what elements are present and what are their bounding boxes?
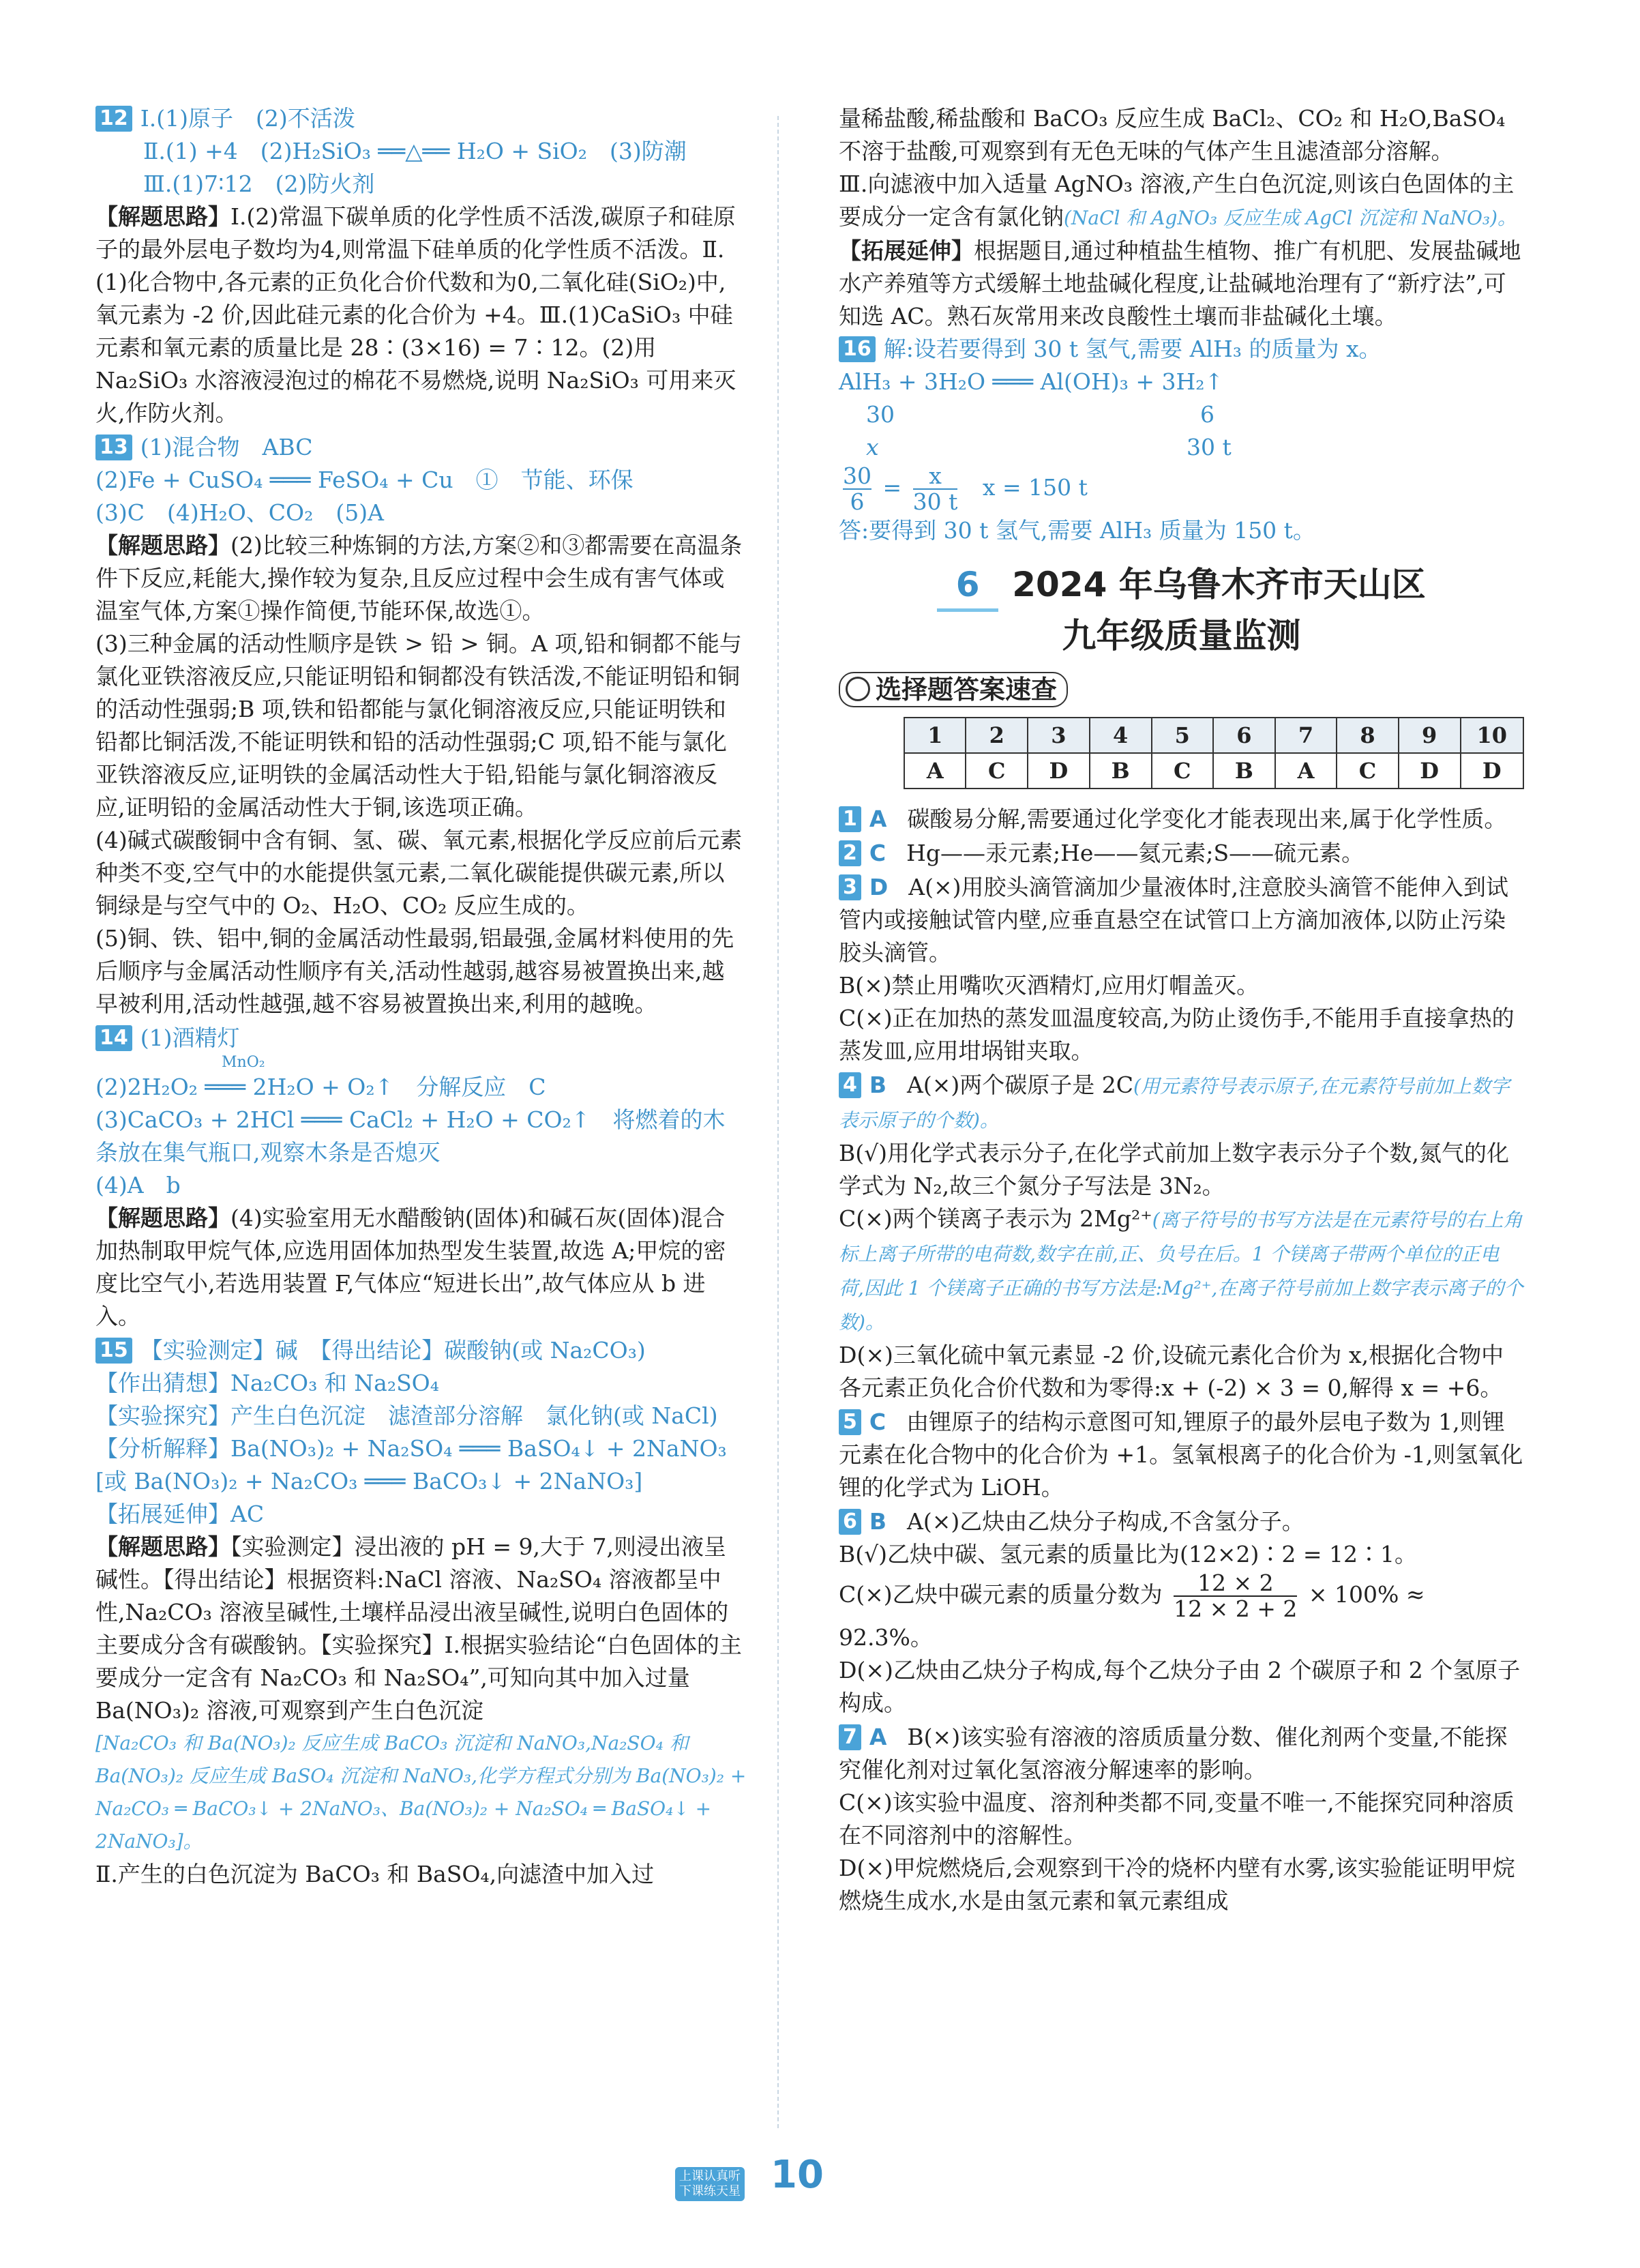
question-number: 14	[95, 1025, 132, 1051]
choice-7: 7 A B(×)该实验有溶液的溶质质量分数、催化剂两个变量,不能探究催化剂对过氧化氢溶液分解速率的影响。 C(×)该实验中温度、溶剂种类都不同,变量不唯一,不能探究同种溶质在不同溶剂中的溶解性。 D(×)甲烷燃烧后,会观察到干冷的烧杯内壁有水雾,该实验能证明甲烷燃烧生成水,水是由氢元素和氧元素组成	[839, 1724, 1515, 1914]
ratio-fraction: $\frac{30}{6}$	[843, 462, 871, 515]
question-number: 13	[95, 435, 132, 460]
choice-4: 4 B A(×)两个碳原子是 2C(用元素符号表示原子,在元素符号前加上数字表示原子的个数)。 B(√)用化学式表示分子,在化学式前加上数字表示分子个数,氮气的化学式为 N₂,故三个氮分子写法是 3N₂。 C(×)两个镁离子表示为 2Mg²⁺(离子符号的书写方法是在元素符号的右上角标上离子所带的电荷数,数字在前,正、负号在后。1 个镁离子带两个单位的正电荷,因此 1 个镁离子正确的书写方法是:Mg²⁺,在离子符号前加上数字表示离子的个数)。 D(×)三氧化硫中氧元素显 -2 价,设硫元素化合价为 x,根据化合物中各元素正负化合价代数和为零得:x + (-2) × 3 = 0,解得 x = +6。	[839, 1072, 1523, 1401]
handwritten-note: [Na₂CO₃ 和 Ba(NO₃)₂ 反应生成 BaCO₃ 沉淀和 NaNO₃,Na₂SO₄ 和 Ba(NO₃)₂ 反应生成 BaSO₄ 沉淀和 NaNO₃,化学方程式分别为 Ba(NO₃)₂ + Na₂CO₃ ═ BaCO₃↓ + 2NaNO₃、Ba(NO₃)₂ + Na₂SO₄ ═ BaSO₄↓ + 2NaNO₃]。	[95, 1732, 747, 1853]
question-14: 14 (1)酒精灯 MnO₂ (2)2H₂O₂ ═══ 2H₂O + O₂↑ 分解反应 C (3)CaCO₃ + 2HCl ═══ CaCl₂ + H₂O + CO₂↑ 将燃着的木条放在集气瓶口,观察木条是否熄灭 (4)A b 【解题思路】(4)实验室用无水醋酸钠(固体)和碱石灰(固体)混合加热制取甲烷气体,应选用固体加热型发生装置,故选 A;甲烷的密度比空气小,若选用装置 F,气体应“短进长出”,故气体应从 b 进入。	[95, 1022, 747, 1333]
catalyst-label: MnO₂	[222, 1054, 265, 1071]
analysis-tag: 【解题思路】	[95, 532, 230, 559]
ratio-fraction: $\frac{x}{30 t}$	[912, 462, 958, 515]
question-number: 16	[839, 336, 876, 362]
choice-6: 6 B A(×)乙炔由乙炔分子构成,不含氢分子。 B(√)乙炔中碳、氢元素的质量比为(12×2)∶2 = 12∶1。 C(×)乙炔中碳元素的质量分数为 $\frac{12 \times 2}{12 \times 2 + 2}$ × 100% ≈ 92.3%。 D(×)乙炔由乙炔分子构成,每个乙炔分子由 2 个碳原子和 2 个氢原子构成。	[839, 1508, 1521, 1716]
column-divider	[777, 116, 779, 2128]
choice-1: 1 A 碳酸易分解,需要通过化学变化才能表现出来,属于化学性质。	[839, 803, 1524, 836]
quick-check-icon	[846, 677, 870, 701]
question-13: 13 (1)混合物 ABC (2)Fe + CuSO₄ ═══ FeSO₄ + Cu ① 节能、环保 (3)C (4)H₂O、CO₂ (5)A 【解题思路】(2)比较三种炼铜的方法,方案②和③都需要在高温条件下反应,耗能大,操作较为复杂,且反应过程中会生成有害气体或温室气体,方案①操作简便,节能环保,故选①。 (3)三种金属的活动性顺序是铁 > 铅 > 铜。A 项,铅和铜都不能与氯化亚铁溶液反应,只能证明铅和铜都没有铁活泼,不能证明铅和铜的活动性强弱;B 项,铁和铅都能与氯化铜溶液反应,只能证明铁和铅都比铜活泼,不能证明铁和铅的活动性强弱;C 项,铅不能与氯化亚铁溶液反应,证明铁的金属活动性大于铅,铅能与氯化铜溶液反应,证明铅的金属活动性大于铜,该选项正确。 (4)碱式碳酸铜中含有铜、氢、碳、氧元素,根据化学反应前后元素种类不变,空气中的水能提供氢元素,二氧化碳能提供碳元素,所以铜绿是与空气中的 O₂、H₂O、CO₂ 反应生成的。 (5)铜、铁、铝中,铜的金属活动性最弱,铝最强,金属材料使用的先后顺序与金属活动性顺序有关,活动性越弱,越容易被置换出来,越早被利用,活动性越强,越不容易被置换出来,利用的越晚。	[95, 434, 743, 1017]
extension-tag: 【拓展延伸】	[839, 237, 974, 264]
section-header: 6 2024 年乌鲁木齐市天山区 九年级质量监测	[839, 561, 1524, 660]
choice-5: 5 C 由锂原子的结构示意图可知,锂原子的最外层电子数为 1,则锂元素在化合物中的化合价为 +1。氢氧根离子的化合价为 -1,则氢氧化锂的化学式为 LiOH。	[839, 1409, 1523, 1501]
choice-3: 3 D A(×)用胶头滴管滴加少量液体时,注意胶头滴管不能伸入到试管内或接触试管内壁,应垂直悬空在试管口上方滴加液体,以防止污染胶头滴管。 B(×)禁止用嘴吹灭酒精灯,应用灯帽盖灭。 C(×)正在加热的蒸发皿温度较高,为防止烫伤手,不能用手直接拿热的蒸发皿,应用坩埚钳夹取。	[839, 874, 1515, 1064]
question-15: 15 【实验测定】碱 【得出结论】碳酸钠(或 Na₂CO₃) 【作出猜想】Na₂CO₃ 和 Na₂SO₄ 【实验探究】产生白色沉淀 滤渣部分溶解 氯化钠(或 NaCl) 【分析解释】Ba(NO₃)₂ + Na₂SO₄ ═══ BaSO₄↓ + 2NaNO₃ [或 Ba(NO₃)₂ + Na₂CO₃ ═══ BaCO₃↓ + 2NaNO₃] 【拓展延伸】AC 【解题思路】【实验测定】浸出液的 pH = 9,大于 7,则浸出液呈碱性。【得出结论】根据资料:NaCl 溶液、Na₂SO₄ 溶液都呈中性,Na₂CO₃ 溶液呈碱性,土壤样品浸出液呈碱性,说明白色固体的主要成分含有碳酸钠。【实验探究】Ⅰ.根据实验结论“白色固体的主要成分一定含有 Na₂CO₃ 和 Na₂SO₄”,可知向其中加入过量 Ba(NO₃)₂ 溶液,可观察到产生白色沉淀 [Na₂CO₃ 和 Ba(NO₃)₂ 反应生成 BaCO₃ 沉淀和 NaNO₃,Na₂SO₄ 和 Ba(NO₃)₂ 反应生成 BaSO₄ 沉淀和 NaNO₃,化学方程式分别为 Ba(NO₃)₂ + Na₂CO₃ ═ BaCO₃↓ + 2NaNO₃、Ba(NO₃)₂ + Na₂SO₄ ═ BaSO₄↓ + 2NaNO₃]。 Ⅱ.产生的白色沉淀为 BaCO₃ 和 BaSO₄,向滤渣中加入过	[95, 1337, 747, 1887]
analysis-tag: 【解题思路】	[95, 1205, 230, 1231]
page-number: 10	[771, 2153, 824, 2197]
quick-answer-heading: 选择题答案速查	[839, 672, 1068, 707]
question-number: 15	[95, 1338, 132, 1364]
question-12: 12 Ⅰ.(1)原子 (2)不活泼 Ⅱ.(1) +4 (2)H₂SiO₃ ══△══ H₂O + SiO₂ (3)防潮 Ⅲ.(1)7∶12 (2)防火剂 【解题思路】Ⅰ.(2)常温下碳单质的化学性质不活泼,碳原子和硅原子的最外层电子数均为4,则常温下硅单质的化学性质不活泼。Ⅱ.(1)化合物中,各元素的正负化合价代数和为0,二氧化硅(SiO₂)中,氧元素为 -2 价,因此硅元素的化合价为 +4。Ⅲ.(1)CaSiO₃ 中硅元素和氧元素的质量比是 28∶(3×16) = 7∶12。(2)用 Na₂SiO₃ 水溶液浸泡过的棉花不易燃烧,说明 Na₂SiO₃ 可用来灭火,作防火剂。	[95, 105, 736, 426]
handwritten-note: (NaCl 和 AgNO₃ 反应生成 AgCl 沉淀和 NaNO₃)。	[1064, 207, 1517, 229]
right-column: 量稀盐酸,稀盐酸和 BaCO₃ 反应生成 BaCl₂、CO₂ 和 H₂O,BaSO₄ 不溶于盐酸,可观察到有无色无味的气体产生且滤渣部分溶解。 Ⅲ.向滤液中加入适量 AgNO₃ 溶液,产生白色沉淀,则该白色固体的主要成分一定含有氯化钠(NaCl 和 AgNO₃ 反应生成 AgCl 沉淀和 NaNO₃)。 【拓展延伸】根据题目,通过种植盐生植物、推广有机肥、发展盐碱地水产养殖等方式缓解土地盐碱化程度,让盐碱地治理有了“新疗法”,可知选 AC。熟石灰常用来改良酸性土壤而非盐碱化土壤。 16 解:设若要得到 30 t 氢气,需要 AlH₃ 的质量为 x。 AlH₃ + 3H₂O ═══ Al(OH)₃ + 3H₂↑ 30 6 x 30 t $\frac{30}{6}$ = $\frac{x}{30 t}$ x = 150 t 答:要得到 30 t 氢气,需要 AlH₃ 质量为 150 t。 6 2024 年乌鲁木齐市天山区 九年级质量监测 选择题答案速查 1 2 3 4 5 6 7 8 9 10 A C D B C B A C D D 1 A 碳酸易分解,需要通过化学变化才能表现出来,属于化学性质。 2 C Hg——汞元素;He——氦元素;S——硫元素。 3 D A(×)用胶头滴管滴加少量液体时,注意胶头滴管不能伸入到试管内或接触试管内壁,应垂直悬空在试管口上方滴加液体,以防止污染胶头滴管。 B(×)禁止用嘴吹灭酒精灯,应用灯帽盖灭。 C(×)正在加热的蒸发皿温度较高,为防止烫伤手,不能用手直接拿热的蒸发皿,应用坩埚钳夹取。 4 B A(×)两个碳原子是 2C(用元素符号表示原子,在元素符号前加上数字表示原子的个数)。 B(√)用化学式表示分子,在化学式前加上数字表示分子个数,氮气的化学式为 N₂,故三个氮分子写法是 3N₂。 C(×)两个镁离子表示为 2Mg²⁺(离子符号的书写方法是在元素符号的右上角标上离子所带的电荷数,数字在前,正、负号在后。1 个镁离子带两个单位的正电荷,因此 1 个镁离子正确的书写方法是:Mg²⁺,在离子符号前加上数字表示离子的个数)。 D(×)三氧化硫中氧元素显 -2 价,设硫元素化合价为 x,根据化合物中各元素正负化合价代数和为零得:x + (-2) × 3 = 0,解得 x = +6。 5 C 由锂原子的结构示意图可知,锂原子的最外层电子数为 1,则锂元素在化合物中的化合价为 +1。氢氧根离子的化合价为 -1,则氢氧化锂的化学式为 LiOH。 6 B A(×)乙炔由乙炔分子构成,不含氢分子。 B(√)乙炔中碳、氢元素的质量比为(12×2)∶2 = 12∶1。 C(×)乙炔中碳元素的质量分数为 $\frac{12 \times 2}{12 \times 2 + 2}$ × 100% ≈ 92.3%。 D(×)乙炔由乙炔分子构成,每个乙炔分子由 2 个碳原子和 2 个氢原子构成。 7 A B(×)该实验有溶液的溶质质量分数、催化剂两个变量,不能探究催化剂对过氧化氢溶液分解速率的影响。 C(×)该实验中温度、溶剂种类都不同,变量不唯一,不能探究同种溶质在不同溶剂中的溶解性。 D(×)甲烷燃烧后,会观察到干冷的烧杯内壁有水雾,该实验能证明甲烷燃烧生成水,水是由氢元素和氧元素组成	[839, 102, 1524, 1919]
question-16: 16 解:设若要得到 30 t 氢气,需要 AlH₃ 的质量为 x。 AlH₃ + 3H₂O ═══ Al(OH)₃ + 3H₂↑ 30 6 x 30 t $\frac{30}{6}$ = $\frac{x}{30 t}$ x = 150 t 答:要得到 30 t 氢气,需要 AlH₃ 质量为 150 t。	[839, 336, 1382, 544]
left-column	[95, 102, 747, 1892]
answer-table-header-row: 1 2 3 4 5 6 7 8 9 10	[904, 718, 1523, 753]
choice-2: 2 C Hg——汞元素;He——氦元素;S——硫元素。	[839, 837, 1524, 870]
question-number: 12	[95, 106, 132, 132]
analysis-tag: 【解题思路】	[95, 203, 230, 230]
answer-table	[904, 717, 1524, 789]
page-footer	[655, 2153, 900, 2213]
footer-slogan: 上课认真听 下课练天星	[675, 2167, 745, 2201]
section-number: 6	[937, 561, 998, 612]
answer-table-row: A C D B C B A C D D	[904, 753, 1523, 789]
mass-fraction: $\frac{12 \times 2}{12 \times 2 + 2}$	[1174, 1570, 1298, 1622]
analysis-tag: 【解题思路】	[95, 1533, 230, 1560]
